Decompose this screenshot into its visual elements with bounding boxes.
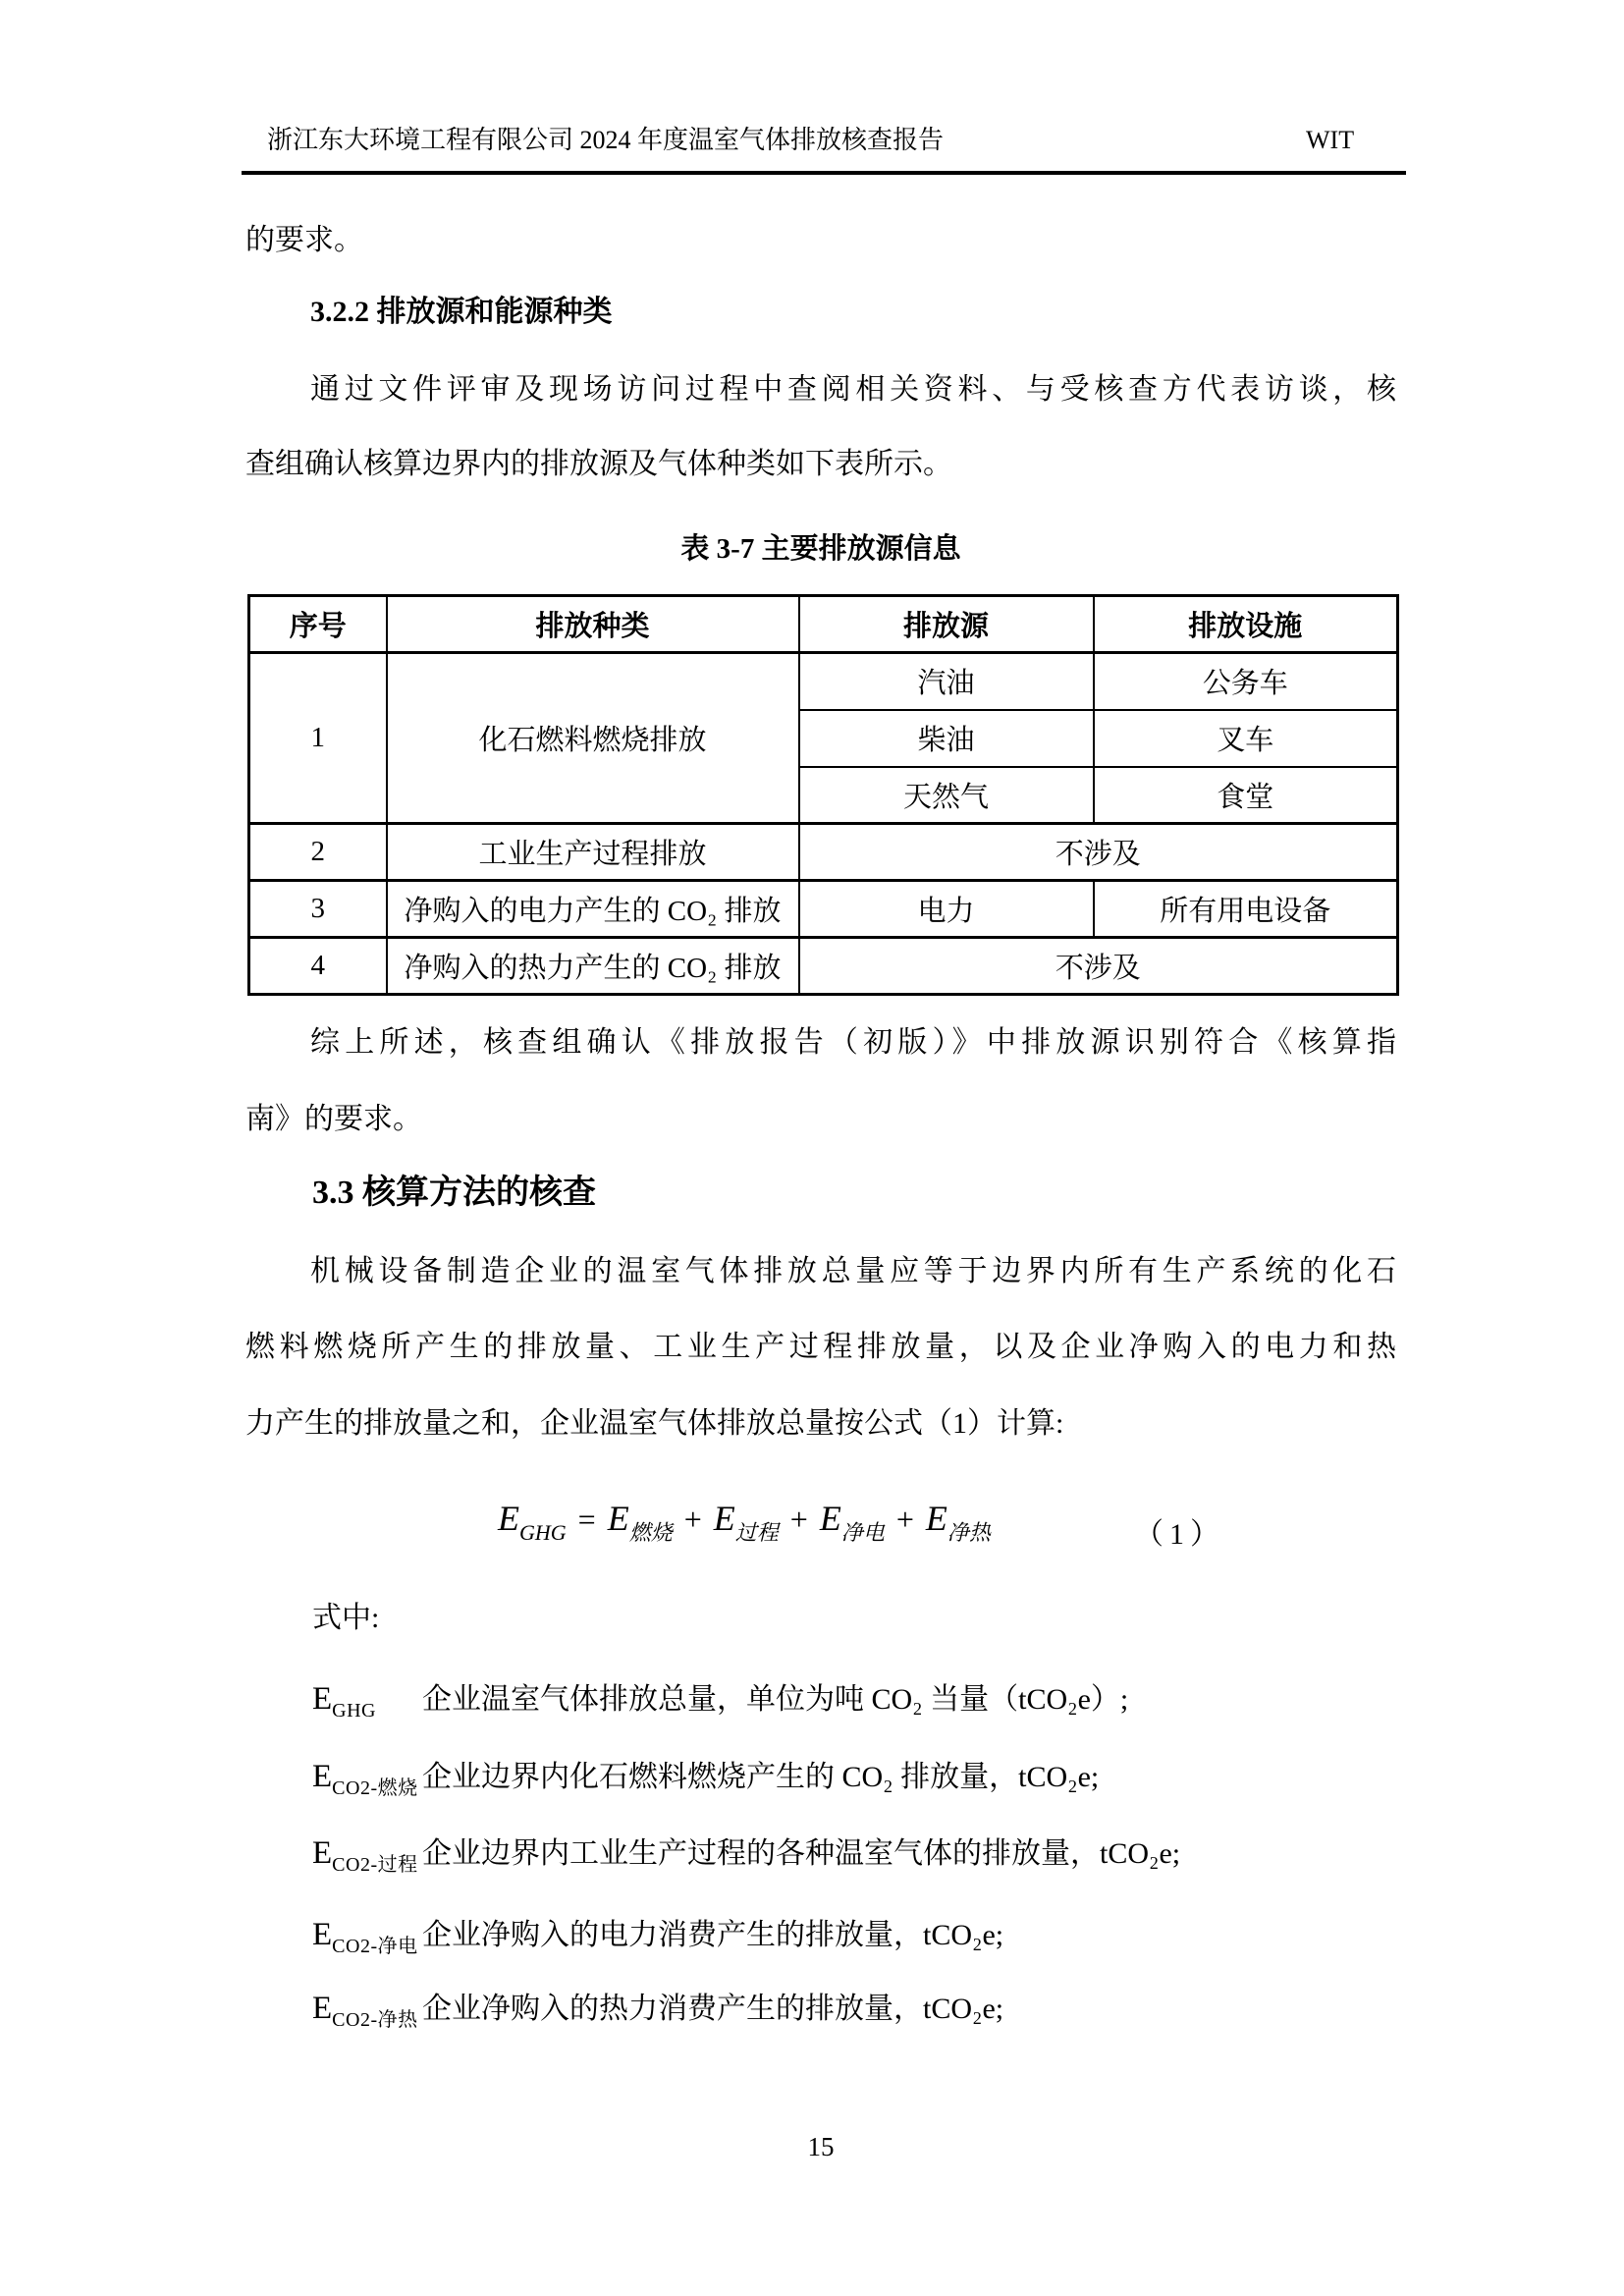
definition-line bbox=[312, 1757, 1099, 1808]
definition-symbol bbox=[312, 1679, 422, 1730]
table-cell-merged: 不涉及 bbox=[799, 824, 1398, 881]
definition-symbol bbox=[312, 1915, 422, 1966]
paragraph-line: 通过文件评审及现场访问过程中查阅相关资料、与受核查方代表访谈，核 bbox=[310, 373, 1396, 406]
table-row bbox=[249, 938, 1398, 995]
table-cell-source: 柴油 bbox=[799, 710, 1094, 767]
table-row bbox=[249, 653, 1398, 710]
table-cell-source: 汽油 bbox=[799, 653, 1094, 710]
paragraph-line: 的要求。 bbox=[245, 224, 363, 256]
symbol-base: E bbox=[312, 1991, 333, 2026]
column-header: 排放设施 bbox=[1094, 596, 1398, 653]
section-heading-3-3: 3.3 核算方法的核查 bbox=[312, 1175, 596, 1211]
table-cell-facility: 所有用电设备 bbox=[1094, 881, 1398, 938]
definition-line bbox=[312, 1679, 1128, 1730]
table-row bbox=[249, 881, 1398, 938]
table-cell-category: 工业生产过程排放 bbox=[387, 824, 799, 881]
formula-symbol: E bbox=[713, 1499, 735, 1538]
column-header: 序号 bbox=[249, 596, 387, 653]
definition-symbol bbox=[312, 1757, 422, 1808]
section-heading-3-2-2: 3.2.2 排放源和能源种类 bbox=[310, 296, 613, 328]
equals-sign: = bbox=[577, 1502, 596, 1537]
definition-text: 企业净购入的热力消费产生的排放量，tCO₂e; bbox=[422, 1993, 1004, 2025]
symbol-subscript: CO2-净热 bbox=[332, 2009, 418, 2031]
table-cell-facility: 叉车 bbox=[1094, 710, 1398, 767]
formula-symbol: E bbox=[819, 1499, 841, 1538]
table-caption: 表 3-7 主要排放源信息 bbox=[680, 533, 961, 565]
paragraph-line: 机械设备制造企业的温室气体排放总量应等于边界内所有生产系统的化石 bbox=[310, 1255, 1396, 1287]
table-cell-index: 4 bbox=[249, 938, 387, 995]
page-number: 15 bbox=[807, 2132, 835, 2161]
symbol-base: E bbox=[312, 1759, 333, 1794]
formula-subscript: GHG bbox=[519, 1520, 567, 1545]
definition-text: 企业温室气体排放总量，单位为吨 CO₂ 当量（tCO₂e）; bbox=[422, 1683, 1129, 1716]
symbol-base: E bbox=[312, 1917, 333, 1952]
formula-subscript: 过程 bbox=[734, 1520, 779, 1545]
paragraph-line: 力产生的排放量之和，企业温室气体排放总量按公式（1）计算: bbox=[245, 1407, 1064, 1440]
emission-sources-table-wrapper bbox=[247, 594, 1399, 996]
running-header-logo-text: WIT bbox=[1306, 126, 1355, 154]
table-cell-facility: 食堂 bbox=[1094, 767, 1398, 824]
emission-sources-table bbox=[247, 594, 1399, 996]
running-header-title: 浙江东大环境工程有限公司 2024 年度温室气体排放核查报告 bbox=[267, 126, 945, 154]
plus-sign: + bbox=[789, 1502, 808, 1537]
paragraph-line: 南》的要求。 bbox=[245, 1103, 422, 1135]
formula-number: （1） bbox=[1134, 1518, 1225, 1551]
table-cell-source: 电力 bbox=[799, 881, 1094, 938]
formula-symbol: E bbox=[925, 1499, 947, 1538]
definition-line bbox=[312, 1833, 1180, 1885]
definition-symbol bbox=[312, 1989, 422, 2040]
plus-sign: + bbox=[895, 1502, 914, 1537]
table-cell-category: 净购入的电力产生的 CO₂ 排放 bbox=[387, 881, 799, 938]
definition-line bbox=[312, 1915, 1003, 1966]
paragraph-line: 综上所述，核查组确认《排放报告（初版）》中排放源识别符合《核算指 bbox=[310, 1026, 1396, 1059]
symbol-base: E bbox=[312, 1681, 333, 1717]
definition-text: 企业边界内工业生产过程的各种温室气体的排放量，tCO₂e; bbox=[422, 1837, 1181, 1870]
table-cell-category: 化石燃料燃烧排放 bbox=[387, 653, 799, 824]
formula-symbol: E bbox=[607, 1499, 629, 1538]
table-row bbox=[249, 824, 1398, 881]
formula-subscript: 净热 bbox=[947, 1520, 991, 1545]
formula-subscript: 净电 bbox=[840, 1520, 885, 1545]
symbol-subscript: GHG bbox=[332, 1700, 377, 1722]
definition-text: 企业边界内化石燃料燃烧产生的 CO₂ 排放量，tCO₂e; bbox=[422, 1761, 1100, 1793]
definition-symbol bbox=[312, 1833, 422, 1885]
column-header: 排放种类 bbox=[387, 596, 799, 653]
table-cell-facility: 公务车 bbox=[1094, 653, 1398, 710]
definition-text: 企业净购入的电力消费产生的排放量，tCO₂e; bbox=[422, 1919, 1004, 1951]
formula-subscript: 燃烧 bbox=[628, 1520, 673, 1545]
column-header: 排放源 bbox=[799, 596, 1094, 653]
paragraph-line: 燃料燃烧所产生的排放量、工业生产过程排放量，以及企业净购入的电力和热 bbox=[245, 1331, 1396, 1363]
ghg-total-formula bbox=[498, 1498, 991, 1547]
symbol-base: E bbox=[312, 1835, 333, 1871]
formula-symbol: E bbox=[498, 1499, 519, 1538]
paragraph-line: 查组确认核算边界内的排放源及气体种类如下表所示。 bbox=[245, 448, 952, 480]
table-cell-merged: 不涉及 bbox=[799, 938, 1398, 995]
table-cell-index: 3 bbox=[249, 881, 387, 938]
symbol-subscript: CO2-过程 bbox=[332, 1854, 418, 1876]
table-cell-index: 1 bbox=[249, 653, 387, 824]
table-header-row bbox=[249, 596, 1398, 653]
table-cell-source: 天然气 bbox=[799, 767, 1094, 824]
table-cell-index: 2 bbox=[249, 824, 387, 881]
symbol-subscript: CO2-燃烧 bbox=[332, 1777, 418, 1799]
table-cell-category: 净购入的热力产生的 CO₂ 排放 bbox=[387, 938, 799, 995]
symbol-subscript: CO2-净电 bbox=[332, 1936, 418, 1957]
definition-line bbox=[312, 1989, 1003, 2040]
plus-sign: + bbox=[683, 1502, 702, 1537]
where-label: 式中: bbox=[312, 1602, 380, 1634]
header-rule bbox=[242, 171, 1406, 175]
